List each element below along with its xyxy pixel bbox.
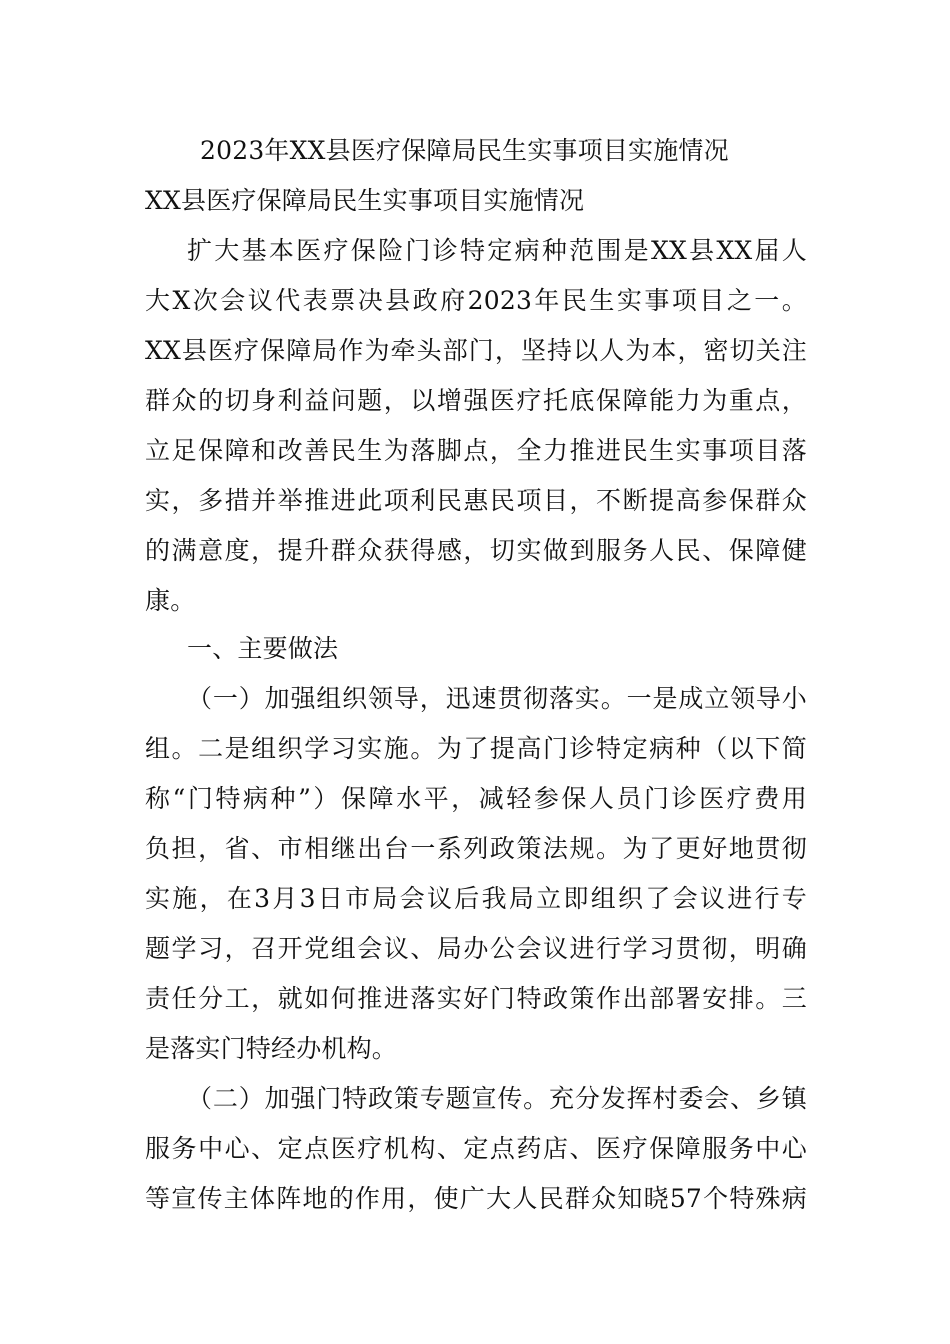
paragraph-line: 称“门特病种”）保障水平，减轻参保人员门诊医疗费用: [145, 784, 807, 813]
paragraph-line: 群众的切身利益问题，以增强医疗托底保障能力为重点，: [145, 386, 807, 415]
paragraph-line: 负担，省、市相继出台一系列政策法规。为了更好地贯彻: [145, 834, 807, 863]
paragraph-line: 题学习，召开党组会议、局办公会议进行学习贯彻，明确: [145, 934, 807, 963]
paragraph-line: （一）加强组织领导，迅速贯彻落实。一是成立领导小: [187, 684, 807, 713]
paragraph-line: 康。: [145, 586, 196, 615]
paragraph-line: 实施，在3月3日市局会议后我局立即组织了会议进行专: [145, 884, 807, 913]
paragraph-line: XX县医疗保障局作为牵头部门，坚持以人为本，密切关注: [145, 336, 807, 365]
paragraph-line: 的满意度，提升群众获得感，切实做到服务人民、保障健: [145, 536, 807, 565]
paragraph-line: 扩大基本医疗保险门诊特定病种范围是XX县XX届人: [187, 236, 807, 265]
paragraph-line: 组。二是组织学习实施。为了提高门诊特定病种（以下简: [145, 734, 807, 763]
paragraph-line: 责任分工，就如何推进落实好门特政策作出部署安排。三: [145, 984, 807, 1013]
paragraph-line: 实，多措并举推进此项利民惠民项目，不断提高参保群众: [145, 486, 807, 515]
document-subtitle: XX县医疗保障局民生实事项目实施情况: [145, 186, 585, 215]
section-heading: 一、主要做法: [187, 634, 339, 663]
paragraph-line: 立足保障和改善民生为落脚点，全力推进民生实事项目落: [145, 436, 807, 465]
paragraph-line: 是落实门特经办机构。: [145, 1034, 398, 1063]
paragraph-line: 等宣传主体阵地的作用，使广大人民群众知晓57个特殊病: [145, 1184, 807, 1213]
paragraph-line: （二）加强门特政策专题宣传。充分发挥村委会、乡镇: [187, 1084, 807, 1113]
paragraph-line: 大X次会议代表票决县政府2023年民生实事项目之一。: [145, 286, 807, 315]
paragraph-line: 服务中心、定点医疗机构、定点药店、医疗保障服务中心: [145, 1134, 807, 1163]
document-title: 2023年XX县医疗保障局民生实事项目实施情况: [200, 136, 729, 165]
